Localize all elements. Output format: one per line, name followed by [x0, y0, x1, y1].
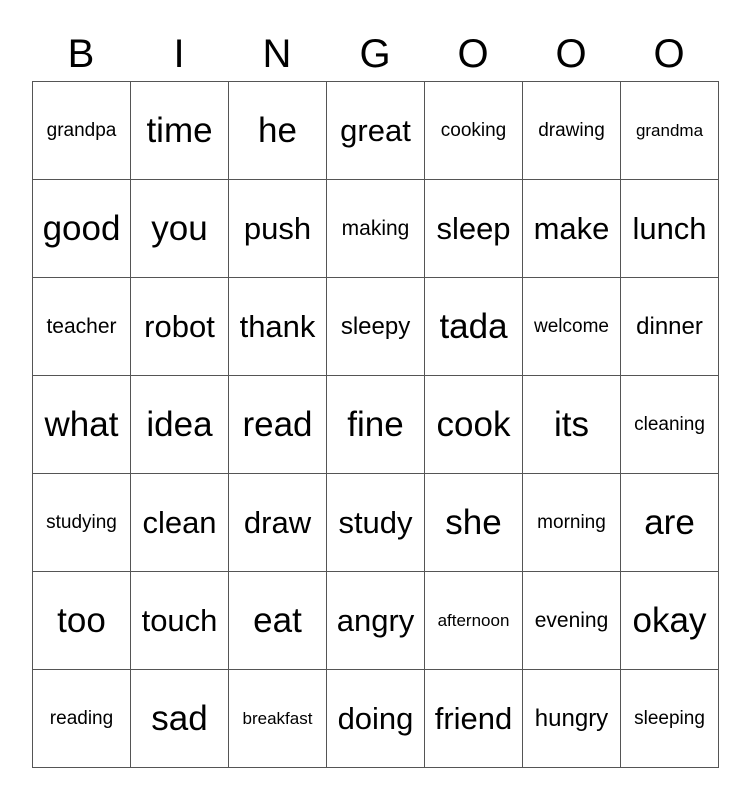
bingo-cell: are: [621, 474, 719, 572]
grid-row: [33, 180, 719, 278]
bingo-cell: too: [33, 572, 131, 670]
grid-row: [33, 572, 719, 670]
bingo-cell: tada: [425, 278, 523, 376]
bingo-cell: dinner: [621, 278, 719, 376]
bingo-cell: cooking: [425, 82, 523, 180]
bingo-cell: push: [229, 180, 327, 278]
bingo-cell: cook: [425, 376, 523, 474]
bingo-cell: touch: [131, 572, 229, 670]
bingo-cell: she: [425, 474, 523, 572]
bingo-cell: draw: [229, 474, 327, 572]
grid-row: [33, 474, 719, 572]
bingo-cell: studying: [33, 474, 131, 572]
grid-row: [33, 278, 719, 376]
bingo-cell: afternoon: [425, 572, 523, 670]
header-letter-o2: O: [555, 31, 587, 76]
bingo-cell: lunch: [621, 180, 719, 278]
bingo-cell: doing: [327, 670, 425, 768]
grid-row: [33, 82, 719, 180]
bingo-cell: drawing: [523, 82, 621, 180]
header-letter-b: B: [67, 31, 95, 76]
bingo-cell: evening: [523, 572, 621, 670]
bingo-cell: eat: [229, 572, 327, 670]
bingo-cell: teacher: [33, 278, 131, 376]
bingo-cell: study: [327, 474, 425, 572]
bingo-cell: making: [327, 180, 425, 278]
bingo-cell: cleaning: [621, 376, 719, 474]
bingo-cell: clean: [131, 474, 229, 572]
bingo-cell: he: [229, 82, 327, 180]
bingo-cell: you: [131, 180, 229, 278]
bingo-grid: [32, 81, 719, 768]
bingo-cell: robot: [131, 278, 229, 376]
bingo-cell: thank: [229, 278, 327, 376]
bingo-cell: sleepy: [327, 278, 425, 376]
bingo-cell: okay: [621, 572, 719, 670]
bingo-cell: angry: [327, 572, 425, 670]
bingo-cell: idea: [131, 376, 229, 474]
bingo-cell: sleeping: [621, 670, 719, 768]
bingo-cell: sleep: [425, 180, 523, 278]
bingo-cell: reading: [33, 670, 131, 768]
bingo-cell: sad: [131, 670, 229, 768]
bingo-cell: read: [229, 376, 327, 474]
bingo-cell: time: [131, 82, 229, 180]
bingo-cell: great: [327, 82, 425, 180]
grid-row: [33, 670, 719, 768]
header-letter-n: N: [262, 31, 292, 76]
header-letter-o1: O: [457, 31, 489, 76]
bingo-cell: grandma: [621, 82, 719, 180]
header-letter-g: G: [359, 31, 391, 76]
bingo-cell: make: [523, 180, 621, 278]
header-letter-i: I: [173, 31, 185, 76]
bingo-cell: hungry: [523, 670, 621, 768]
bingo-cell: its: [523, 376, 621, 474]
grid-row: [33, 376, 719, 474]
bingo-cell: morning: [523, 474, 621, 572]
bingo-header: [32, 28, 718, 80]
bingo-cell: fine: [327, 376, 425, 474]
bingo-cell: grandpa: [33, 82, 131, 180]
bingo-cell: what: [33, 376, 131, 474]
header-letter-o3: O: [653, 31, 685, 76]
bingo-cell: friend: [425, 670, 523, 768]
bingo-cell: good: [33, 180, 131, 278]
bingo-cell: welcome: [523, 278, 621, 376]
bingo-cell: breakfast: [229, 670, 327, 768]
